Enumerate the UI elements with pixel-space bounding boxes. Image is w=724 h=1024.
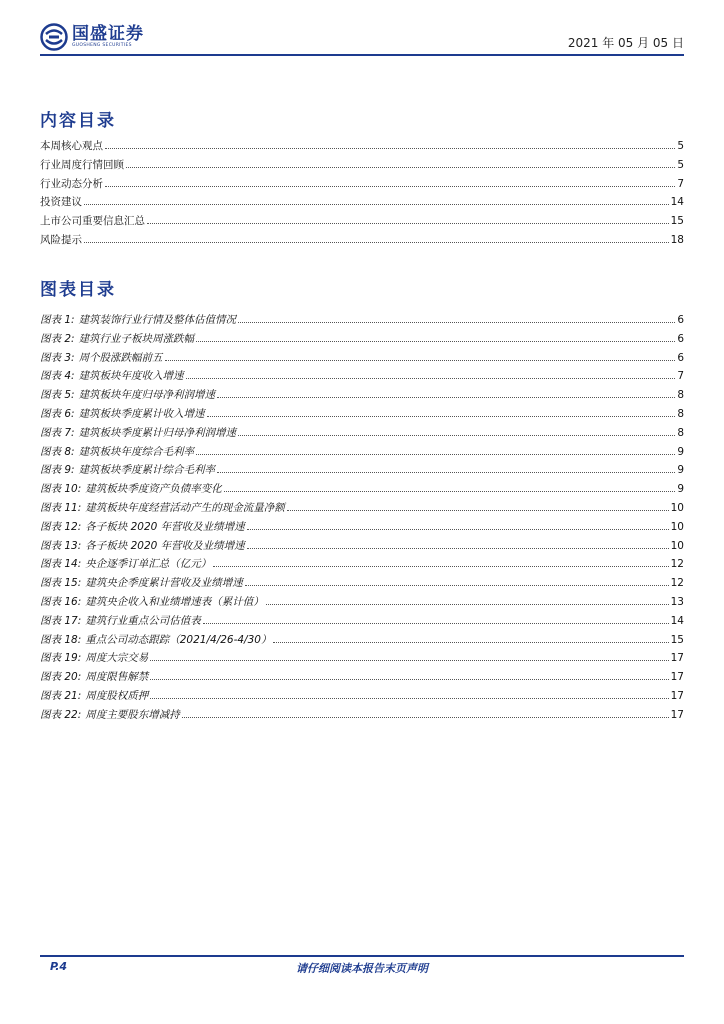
figure-number: 图表 2: bbox=[40, 332, 75, 345]
contents-title: 内容目录 bbox=[40, 111, 116, 131]
figure-page: 14 bbox=[670, 614, 684, 627]
leader-dots bbox=[84, 192, 669, 205]
figure-item[interactable] bbox=[40, 592, 684, 611]
figure-item[interactable] bbox=[40, 404, 684, 423]
figure-item[interactable] bbox=[40, 442, 684, 461]
leader-dots bbox=[273, 630, 668, 643]
figure-number: 图表 8: bbox=[40, 445, 75, 458]
leader-dots bbox=[126, 155, 675, 168]
figure-number: 图表 15: bbox=[40, 577, 82, 590]
toc-item[interactable] bbox=[40, 192, 684, 211]
logo-mark-icon bbox=[40, 23, 68, 51]
figure-page: 17 bbox=[670, 708, 684, 721]
figure-item[interactable] bbox=[40, 329, 684, 348]
leader-dots bbox=[247, 517, 669, 530]
figure-page: 9 bbox=[677, 483, 684, 496]
figure-number: 图表 14: bbox=[40, 558, 82, 571]
figure-number: 图表 22: bbox=[40, 708, 82, 721]
figure-item[interactable] bbox=[40, 573, 684, 592]
figure-number: 图表 19: bbox=[40, 652, 82, 665]
figure-caption: 建筑板块年度综合毛利率 bbox=[78, 445, 195, 458]
figure-caption: 央企逐季订单汇总（亿元） bbox=[85, 558, 212, 571]
figure-caption: 建筑央企季度累计营收及业绩增速 bbox=[85, 577, 243, 590]
figure-caption: 建筑板块年度收入增速 bbox=[78, 370, 184, 383]
figure-number: 图表 6: bbox=[40, 407, 75, 420]
figure-caption: 周度限售解禁 bbox=[85, 671, 149, 684]
leader-dots bbox=[266, 592, 669, 605]
figure-number: 图表 5: bbox=[40, 389, 75, 402]
figure-number: 图表 20: bbox=[40, 671, 82, 684]
figure-caption: 周度主要股东增减持 bbox=[85, 708, 180, 721]
leader-dots bbox=[247, 536, 669, 549]
figure-number: 图表 1: bbox=[40, 314, 75, 326]
figure-item[interactable] bbox=[40, 498, 684, 517]
figure-page: 17 bbox=[670, 671, 684, 684]
figure-item[interactable] bbox=[40, 554, 684, 573]
report-date: 2021 年 05 月 05 日 bbox=[567, 36, 684, 50]
toc-item[interactable] bbox=[40, 174, 684, 193]
figure-item[interactable] bbox=[40, 517, 684, 536]
figure-number: 图表 11: bbox=[40, 501, 82, 514]
figure-item[interactable] bbox=[40, 611, 684, 630]
figure-number: 图表 17: bbox=[40, 614, 82, 627]
figure-caption: 周度股权质押 bbox=[85, 689, 149, 702]
figure-caption: 建筑装饰行业行情及整体估值情况 bbox=[78, 314, 237, 326]
leader-dots bbox=[196, 329, 675, 342]
figure-item[interactable] bbox=[40, 630, 684, 649]
toc-item[interactable] bbox=[40, 230, 684, 249]
toc-item[interactable] bbox=[40, 155, 684, 174]
leader-dots bbox=[224, 479, 676, 492]
figure-number: 图表 18: bbox=[40, 633, 82, 646]
figure-item[interactable] bbox=[40, 385, 684, 404]
figure-page: 15 bbox=[670, 633, 684, 646]
figure-item[interactable] bbox=[40, 460, 684, 479]
figures-list bbox=[40, 310, 684, 724]
figure-number: 图表 16: bbox=[40, 595, 82, 608]
figure-item[interactable] bbox=[40, 479, 684, 498]
figure-item[interactable] bbox=[40, 536, 684, 555]
leader-dots bbox=[207, 404, 676, 417]
figure-page: 7 bbox=[677, 370, 684, 383]
leader-dots bbox=[165, 348, 676, 361]
leader-dots bbox=[186, 366, 676, 379]
figure-number: 图表 4: bbox=[40, 370, 75, 383]
figure-item[interactable] bbox=[40, 705, 684, 724]
leader-dots bbox=[196, 442, 675, 455]
leader-dots bbox=[150, 648, 668, 661]
figure-number: 图表 7: bbox=[40, 426, 75, 439]
figure-caption: 建筑行业重点公司估值表 bbox=[85, 614, 201, 627]
toc-item-label: 投资建议 bbox=[40, 196, 82, 209]
figure-item[interactable] bbox=[40, 686, 684, 705]
figure-item[interactable] bbox=[40, 667, 684, 686]
figure-page: 8 bbox=[677, 426, 684, 439]
figure-caption: 重点公司动态跟踪（2021/4/26-4/30） bbox=[85, 633, 272, 646]
leader-dots bbox=[245, 573, 669, 586]
leader-dots bbox=[238, 423, 675, 436]
header-divider bbox=[40, 54, 684, 56]
leader-dots bbox=[217, 385, 675, 398]
figure-page: 6 bbox=[677, 351, 684, 364]
disclaimer-note: 请仔细阅读本报告末页声明 bbox=[296, 962, 428, 975]
figure-caption: 周个股涨跌幅前五 bbox=[78, 351, 163, 364]
figure-page: 13 bbox=[670, 595, 684, 608]
toc-item-label: 行业周度行情回顾 bbox=[40, 158, 124, 171]
figure-page: 12 bbox=[670, 577, 684, 590]
leader-dots bbox=[182, 705, 669, 718]
toc-item-label: 行业动态分析 bbox=[40, 177, 103, 190]
figure-page: 9 bbox=[677, 445, 684, 458]
figure-item[interactable] bbox=[40, 423, 684, 442]
leader-dots bbox=[213, 554, 668, 567]
figures-title: 图表目录 bbox=[40, 280, 116, 300]
page-header bbox=[40, 20, 684, 54]
figure-item[interactable] bbox=[40, 348, 684, 367]
toc-item-page: 14 bbox=[670, 196, 684, 209]
leader-dots bbox=[105, 136, 675, 149]
figure-number: 图表 13: bbox=[40, 539, 82, 552]
figure-caption: 建筑板块季度资产负债率变化 bbox=[85, 483, 222, 496]
toc-item-label: 风险提示 bbox=[40, 233, 82, 246]
figure-page: 17 bbox=[670, 689, 684, 702]
figure-item[interactable] bbox=[40, 366, 684, 385]
page-number: P.4 bbox=[50, 960, 68, 973]
figure-caption: 周度大宗交易 bbox=[85, 652, 149, 665]
leader-dots bbox=[287, 498, 669, 511]
figure-caption: 建筑板块季度累计收入增速 bbox=[78, 407, 205, 420]
figure-page: 10 bbox=[670, 520, 684, 533]
leader-dots bbox=[147, 211, 669, 224]
figure-page: 10 bbox=[670, 539, 684, 552]
figure-item[interactable] bbox=[40, 648, 684, 667]
company-logo bbox=[40, 22, 144, 52]
toc-item-label: 本周核心观点 bbox=[40, 140, 103, 152]
toc-item[interactable] bbox=[40, 136, 684, 155]
figure-caption: 建筑板块季度累计综合毛利率 bbox=[78, 464, 216, 477]
figure-page: 8 bbox=[677, 407, 684, 420]
figure-page: 12 bbox=[670, 558, 684, 571]
toc-item-page: 15 bbox=[670, 215, 684, 228]
figure-page: 6 bbox=[677, 314, 684, 326]
leader-dots bbox=[105, 174, 675, 187]
figure-caption: 各子板块 2020 年营收及业绩增速 bbox=[85, 539, 245, 552]
leader-dots bbox=[203, 611, 669, 624]
figure-page: 8 bbox=[677, 389, 684, 402]
leader-dots bbox=[217, 460, 675, 473]
footer-divider bbox=[40, 955, 684, 957]
toc-item-page: 7 bbox=[677, 177, 684, 190]
toc-item-page: 5 bbox=[677, 158, 684, 171]
figure-item[interactable] bbox=[40, 310, 684, 329]
toc-item-label: 上市公司重要信息汇总 bbox=[40, 215, 145, 228]
logo-chinese-name: 国盛证券 bbox=[72, 24, 144, 44]
figure-number: 图表 10: bbox=[40, 483, 82, 496]
figure-caption: 建筑板块季度累计归母净利润增速 bbox=[78, 426, 237, 439]
figure-page: 9 bbox=[677, 464, 684, 477]
figure-caption: 建筑板块年度归母净利润增速 bbox=[78, 389, 216, 402]
leader-dots bbox=[150, 686, 668, 699]
toc-item-page: 18 bbox=[670, 233, 684, 246]
figure-caption: 建筑行业子板块周涨跌幅 bbox=[78, 332, 195, 345]
leader-dots bbox=[150, 667, 668, 680]
figure-number: 图表 12: bbox=[40, 520, 82, 533]
toc-item[interactable] bbox=[40, 211, 684, 230]
figure-caption: 建筑板块年度经营活动产生的现金流量净额 bbox=[85, 501, 285, 514]
leader-dots bbox=[84, 230, 669, 243]
figure-number: 图表 3: bbox=[40, 351, 75, 364]
figure-page: 6 bbox=[677, 332, 684, 345]
figure-page: 10 bbox=[670, 501, 684, 514]
toc-item-page: 5 bbox=[677, 140, 684, 152]
figure-page: 17 bbox=[670, 652, 684, 665]
figure-caption: 各子板块 2020 年营收及业绩增速 bbox=[85, 520, 245, 533]
contents-list bbox=[40, 136, 684, 249]
figure-number: 图表 21: bbox=[40, 689, 82, 702]
figure-number: 图表 9: bbox=[40, 464, 75, 477]
leader-dots bbox=[238, 310, 675, 323]
figure-caption: 建筑央企收入和业绩增速表（累计值） bbox=[85, 595, 264, 608]
logo-english-name: GUOSHENG SECURITIES bbox=[72, 43, 132, 48]
